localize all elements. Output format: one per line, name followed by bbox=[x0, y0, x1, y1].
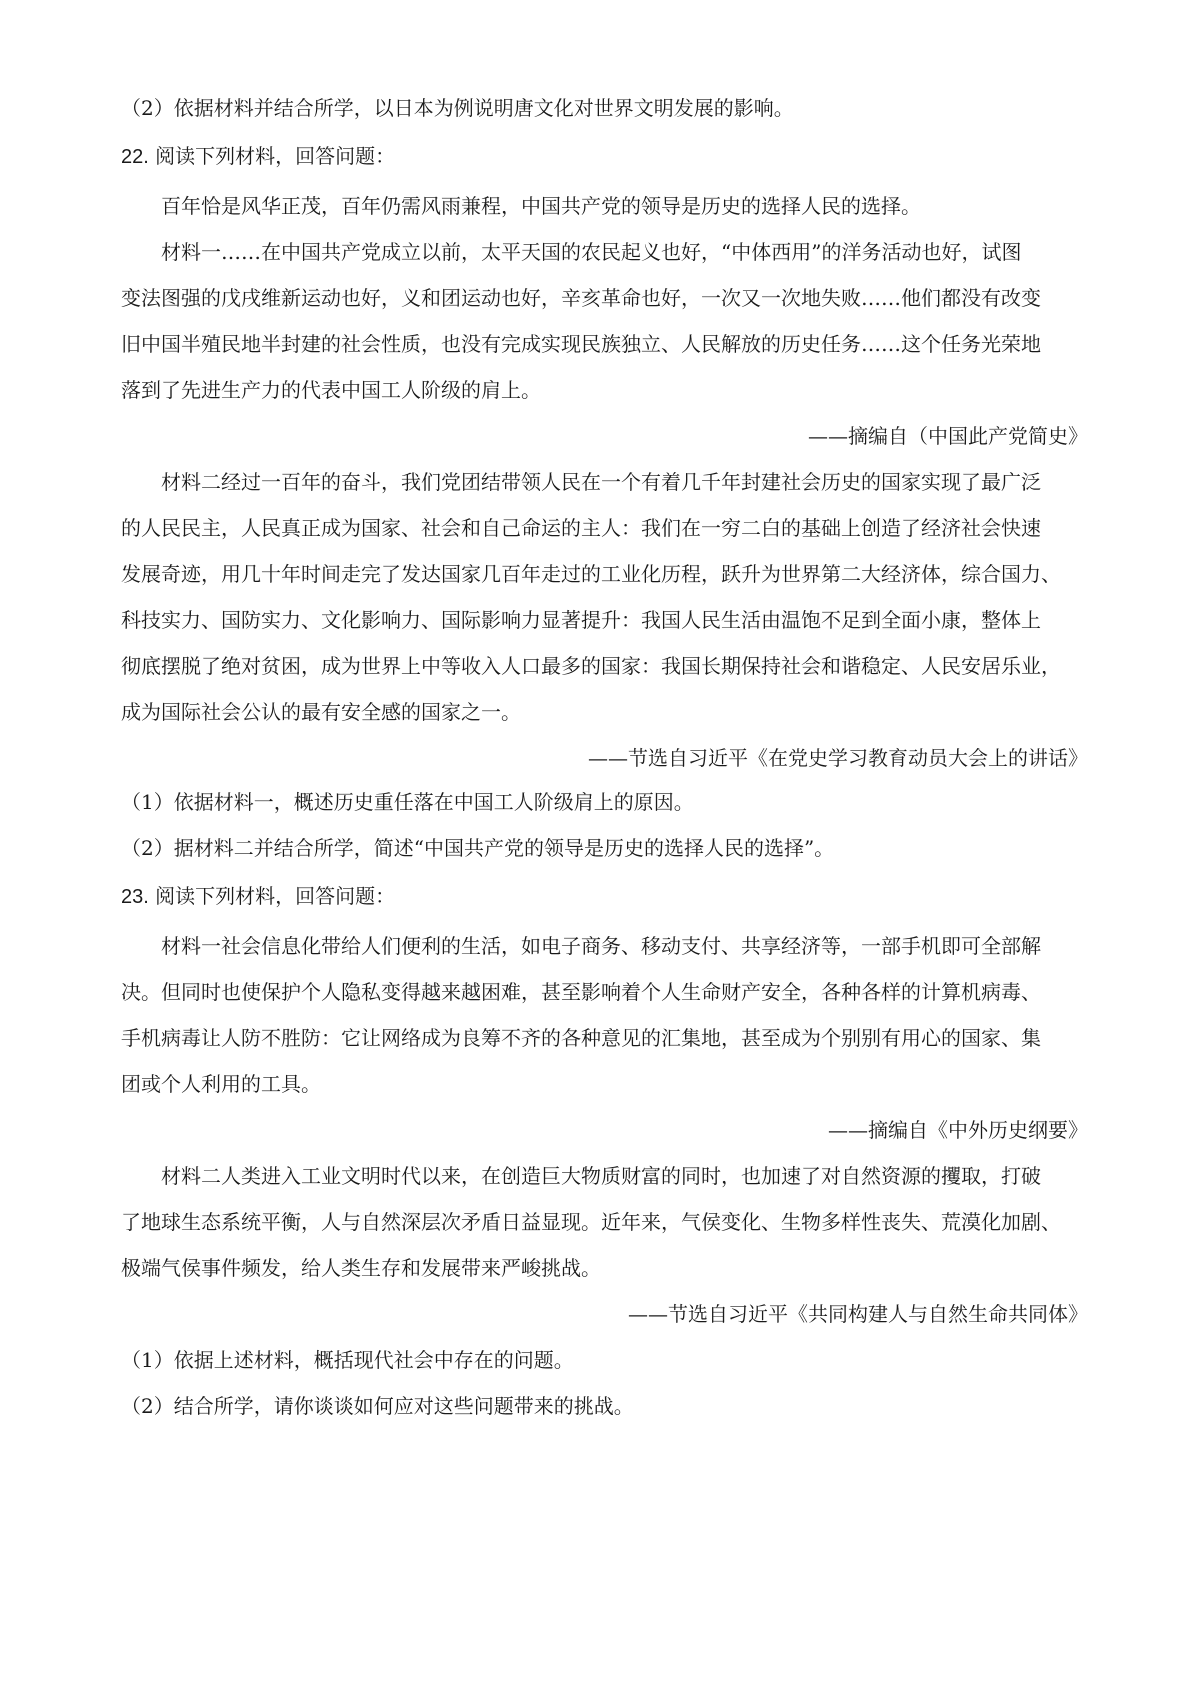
q22-material1-source: ——摘编自（中国此产党简史》 bbox=[808, 424, 1088, 448]
q23-material1-line1: 材料一社会信息化带给人们便利的生活，如电子商务、移动支付、共享经济等，一部手机即可全部解 bbox=[161, 934, 1041, 958]
q22-number: 22. bbox=[121, 146, 149, 168]
q23-material2-line2: 了地球生态系统平衡，人与自然深层次矛盾日益显现。近年来，气侯变化、生物多样性丧失、荒漠化加剧、 bbox=[121, 1210, 1061, 1234]
q22-material1-line1: 材料一……在中国共产党成立以前，太平天国的农民起义也好，“中体西用”的洋务活动也好，试图 bbox=[161, 240, 1022, 264]
q22-material1-line4: 落到了先进生产力的代表中国工人阶级的肩上。 bbox=[121, 378, 541, 402]
q22-material2-line3: 发展奇迹，用几十年时间走完了发达国家几百年走过的工业化历程，跃升为世界第二大经济体，综合国力、 bbox=[121, 562, 1061, 586]
q22-stem-text: 阅读下列材料，回答问题： bbox=[155, 144, 396, 168]
q22-material2-line2: 的人民民主，人民真正成为国家、社会和自己命运的主人：我们在一穷二白的基础上创造了经济社会快速 bbox=[121, 516, 1041, 540]
q23-material1-line3: 手机病毒让人防不胜防：它让网络成为良筹不齐的各种意见的汇集地，甚至成为个别别有用心的国家、集 bbox=[121, 1026, 1041, 1050]
q22-question-stem bbox=[121, 140, 1121, 173]
q22-material2-line1: 材料二经过一百年的奋斗，我们党团结带领人民在一个有着几千年封建社会历史的国家实现了最广泛 bbox=[161, 470, 1041, 494]
q23-material1-source: ——摘编自《中外历史纲要》 bbox=[828, 1118, 1088, 1142]
q23-material2-line3: 极端气侯事件频发，给人类生存和发展带来严峻挑战。 bbox=[121, 1256, 601, 1280]
q22-subquestion-2: （2）据材料二并结合所学，简述“中国共产党的领导是历史的选择人民的选择”。 bbox=[121, 836, 835, 860]
q22-intro: 百年恰是风华正茂，百年仍需风雨兼程，中国共产党的领导是历史的选择人民的选择。 bbox=[161, 194, 921, 218]
q22-material2-source: ——节选自习近平《在党史学习教育动员大会上的讲话》 bbox=[588, 746, 1088, 770]
q23-material1-line4: 团或个人利用的工具。 bbox=[121, 1072, 321, 1096]
q22-material2-line6: 成为国际社会公认的最有安全感的国家之一。 bbox=[121, 700, 521, 724]
q23-question-stem bbox=[121, 880, 1121, 913]
q23-material2-source: ——节选自习近平《共同构建人与自然生命共同体》 bbox=[628, 1302, 1088, 1326]
q21-subquestion-2: （2）依据材料并结合所学，以日本为例说明唐文化对世界文明发展的影响。 bbox=[121, 96, 794, 120]
q22-subquestion-1: （1）依据材料一，概述历史重任落在中国工人阶级肩上的原因。 bbox=[121, 790, 694, 814]
q23-number: 23. bbox=[121, 886, 149, 908]
q22-material2-line4: 科技实力、国防实力、文化影响力、国际影响力显著提升：我国人民生活由温饱不足到全面小康，整体上 bbox=[121, 608, 1041, 632]
q23-material2-line1: 材料二人类进入工业文明时代以来，在创造巨大物质财富的同时，也加速了对自然资源的攫取，打破 bbox=[161, 1164, 1041, 1188]
q23-material1-line2: 决。但同时也使保护个人隐私变得越来越困难，甚至影响着个人生命财产安全，各种各样的计算机病毒、 bbox=[121, 980, 1041, 1004]
q23-subquestion-1: （1）依据上述材料，概括现代社会中存在的问题。 bbox=[121, 1348, 574, 1372]
q22-material1-line2: 变法图强的戊戌维新运动也好，义和团运动也好，辛亥革命也好，一次又一次地失败……他们都没有改变 bbox=[121, 286, 1041, 310]
q23-subquestion-2: （2）结合所学，请你谈谈如何应对这些问题带来的挑战。 bbox=[121, 1394, 634, 1418]
q22-material2-line5: 彻底摆脱了绝对贫困，成为世界上中等收入人口最多的国家：我国长期保持社会和谐稳定、人民安居乐业， bbox=[121, 654, 1061, 678]
q22-material1-line3: 旧中国半殖民地半封建的社会性质，也没有完成实现民族独立、人民解放的历史任务……这个任务光荣地 bbox=[121, 332, 1041, 356]
q23-stem-text: 阅读下列材料，回答问题： bbox=[155, 884, 396, 908]
